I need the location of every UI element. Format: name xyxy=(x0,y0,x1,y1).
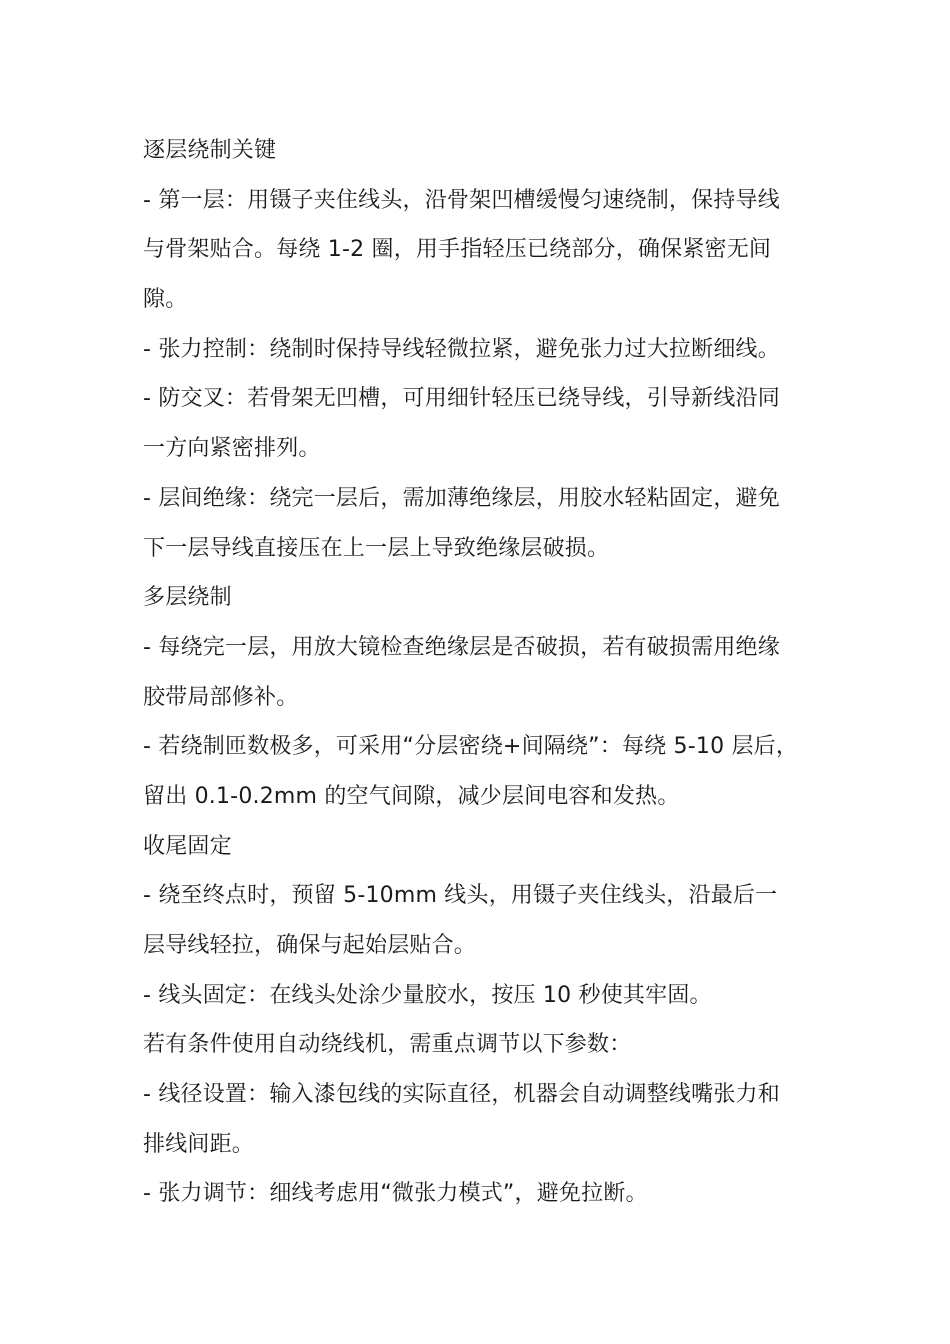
document-body xyxy=(143,126,823,1219)
paragraph-line: - 线径设置：输入漆包线的实际直径，机器会自动调整线嘴张力和 xyxy=(143,1082,780,1108)
section-heading-multilayer: 多层绕制 xyxy=(143,585,232,611)
paragraph-line: - 若绕制匝数极多，可采用“分层密绕+间隔绕”：每绕 5-10 层后， xyxy=(143,734,799,760)
paragraph-line: - 第一层：用镊子夹住线头，沿骨架凹槽缓慢匀速绕制，保持导线 xyxy=(143,187,780,213)
paragraph-line: - 张力控制：绕制时保持导线轻微拉紧，避免张力过大拉断细线。 xyxy=(143,336,780,362)
paragraph-line: - 层间绝缘：绕完一层后，需加薄绝缘层，用胶水轻粘固定，避免 xyxy=(143,485,780,511)
paragraph-line: 排线间距。 xyxy=(143,1131,255,1157)
paragraph-line: - 线头固定：在线头处涂少量胶水，按压 10 秒使其牢固。 xyxy=(143,982,712,1008)
paragraph-line: 与骨架贴合。每绕 1-2 圈，用手指轻压已绕部分，确保紧密无间 xyxy=(143,237,772,263)
paragraph-line: - 张力调节：细线考虑用“微张力模式”，避免拉断。 xyxy=(143,1181,648,1207)
paragraph-line: 下一层导线直接压在上一层上导致绝缘层破损。 xyxy=(143,535,610,561)
paragraph-line: - 防交叉：若骨架无凹槽，可用细针轻压已绕导线，引导新线沿同 xyxy=(143,386,780,412)
section-heading-layer-winding: 逐层绕制关键 xyxy=(143,138,277,163)
paragraph-line: 胶带局部修补。 xyxy=(143,684,299,710)
paragraph-line: 隙。 xyxy=(143,287,188,313)
section-heading-finishing: 收尾固定 xyxy=(143,833,232,859)
paragraph-line: 若有条件使用自动绕线机，需重点调节以下参数： xyxy=(143,1032,632,1058)
paragraph-line: - 绕至终点时，预留 5-10mm 线头，用镊子夹住线头，沿最后一 xyxy=(143,883,778,909)
paragraph-line: 一方向紧密排列。 xyxy=(143,436,321,462)
paragraph-line: - 每绕完一层，用放大镜检查绝缘层是否破损，若有破损需用绝缘 xyxy=(143,634,780,660)
paragraph-line: 留出 0.1-0.2mm 的空气间隙，减少层间电容和发热。 xyxy=(143,783,680,809)
paragraph-line: 层导线轻拉，确保与起始层贴合。 xyxy=(143,933,477,958)
